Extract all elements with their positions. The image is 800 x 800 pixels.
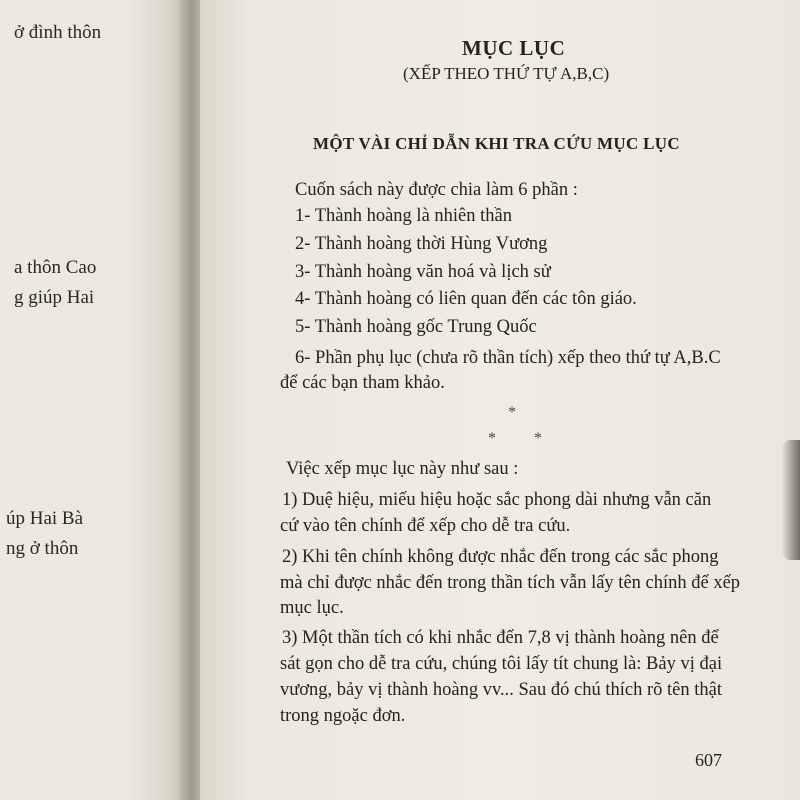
separator-star: * (488, 430, 496, 447)
left-page-line: ở đình thôn (14, 22, 102, 43)
page-edge-shadow (782, 440, 800, 560)
page-title: MỤC LỤC (462, 36, 566, 60)
rule-line: cứ vào tên chính để xếp cho dễ tra cứu. (280, 516, 571, 536)
part-item: 4- Thành hoàng có liên quan đến các tôn giáo. (295, 289, 637, 309)
part-item: 2- Thành hoàng thời Hùng Vương (295, 234, 548, 254)
rule-line: 3) Một thần tích có khi nhắc đến 7,8 vị thành hoàng nên để (282, 628, 719, 648)
page-number: 607 (695, 750, 722, 770)
rule-line: mà chỉ được nhắc đến trong thần tích vẫn lấy tên chính để xếp (280, 573, 741, 593)
left-page-line: úp Hai Bà (6, 508, 84, 529)
part-item: 1- Thành hoàng là nhiên thần (295, 206, 512, 226)
rule-line: trong ngoặc đơn. (280, 706, 406, 726)
left-page (0, 0, 186, 800)
left-page-line: a thôn Cao (14, 257, 97, 278)
part-item-continuation: để các bạn tham khảo. (280, 373, 445, 393)
left-page-line: ng ở thôn (6, 538, 79, 559)
part-item: 5- Thành hoàng gốc Trung Quốc (295, 317, 537, 337)
part-item: 3- Thành hoàng văn hoá và lịch sử (295, 262, 551, 282)
right-page (200, 0, 800, 800)
section-heading: MỘT VÀI CHỈ DẪN KHI TRA CỨU MỤC LỤC (313, 134, 680, 153)
arrangement-intro: Việc xếp mục lục này như sau : (286, 459, 519, 479)
intro-text: Cuốn sách này được chia làm 6 phần : (295, 180, 578, 200)
rule-line: vương, bảy vị thành hoàng vv... Sau đó chú thích rõ tên thật (280, 680, 722, 700)
left-page-line: g giúp Hai (14, 287, 95, 308)
rule-line: 2) Khi tên chính không được nhắc đến trong các sắc phong (282, 547, 719, 567)
separator-star: * (508, 404, 516, 421)
page-subtitle: (XẾP THEO THỨ TỰ A,B,C) (403, 64, 610, 83)
part-item: 6- Phần phụ lục (chưa rõ thần tích) xếp theo thứ tự A,B.C (295, 348, 721, 368)
rule-line: 1) Duệ hiệu, miếu hiệu hoặc sắc phong dài nhưng vẫn căn (282, 490, 712, 510)
rule-line: sát gọn cho dễ tra cứu, chúng tôi lấy tít chung là: Bảy vị đại (280, 654, 723, 674)
rule-line: mục lục. (280, 598, 344, 618)
separator-star: * (534, 430, 542, 447)
